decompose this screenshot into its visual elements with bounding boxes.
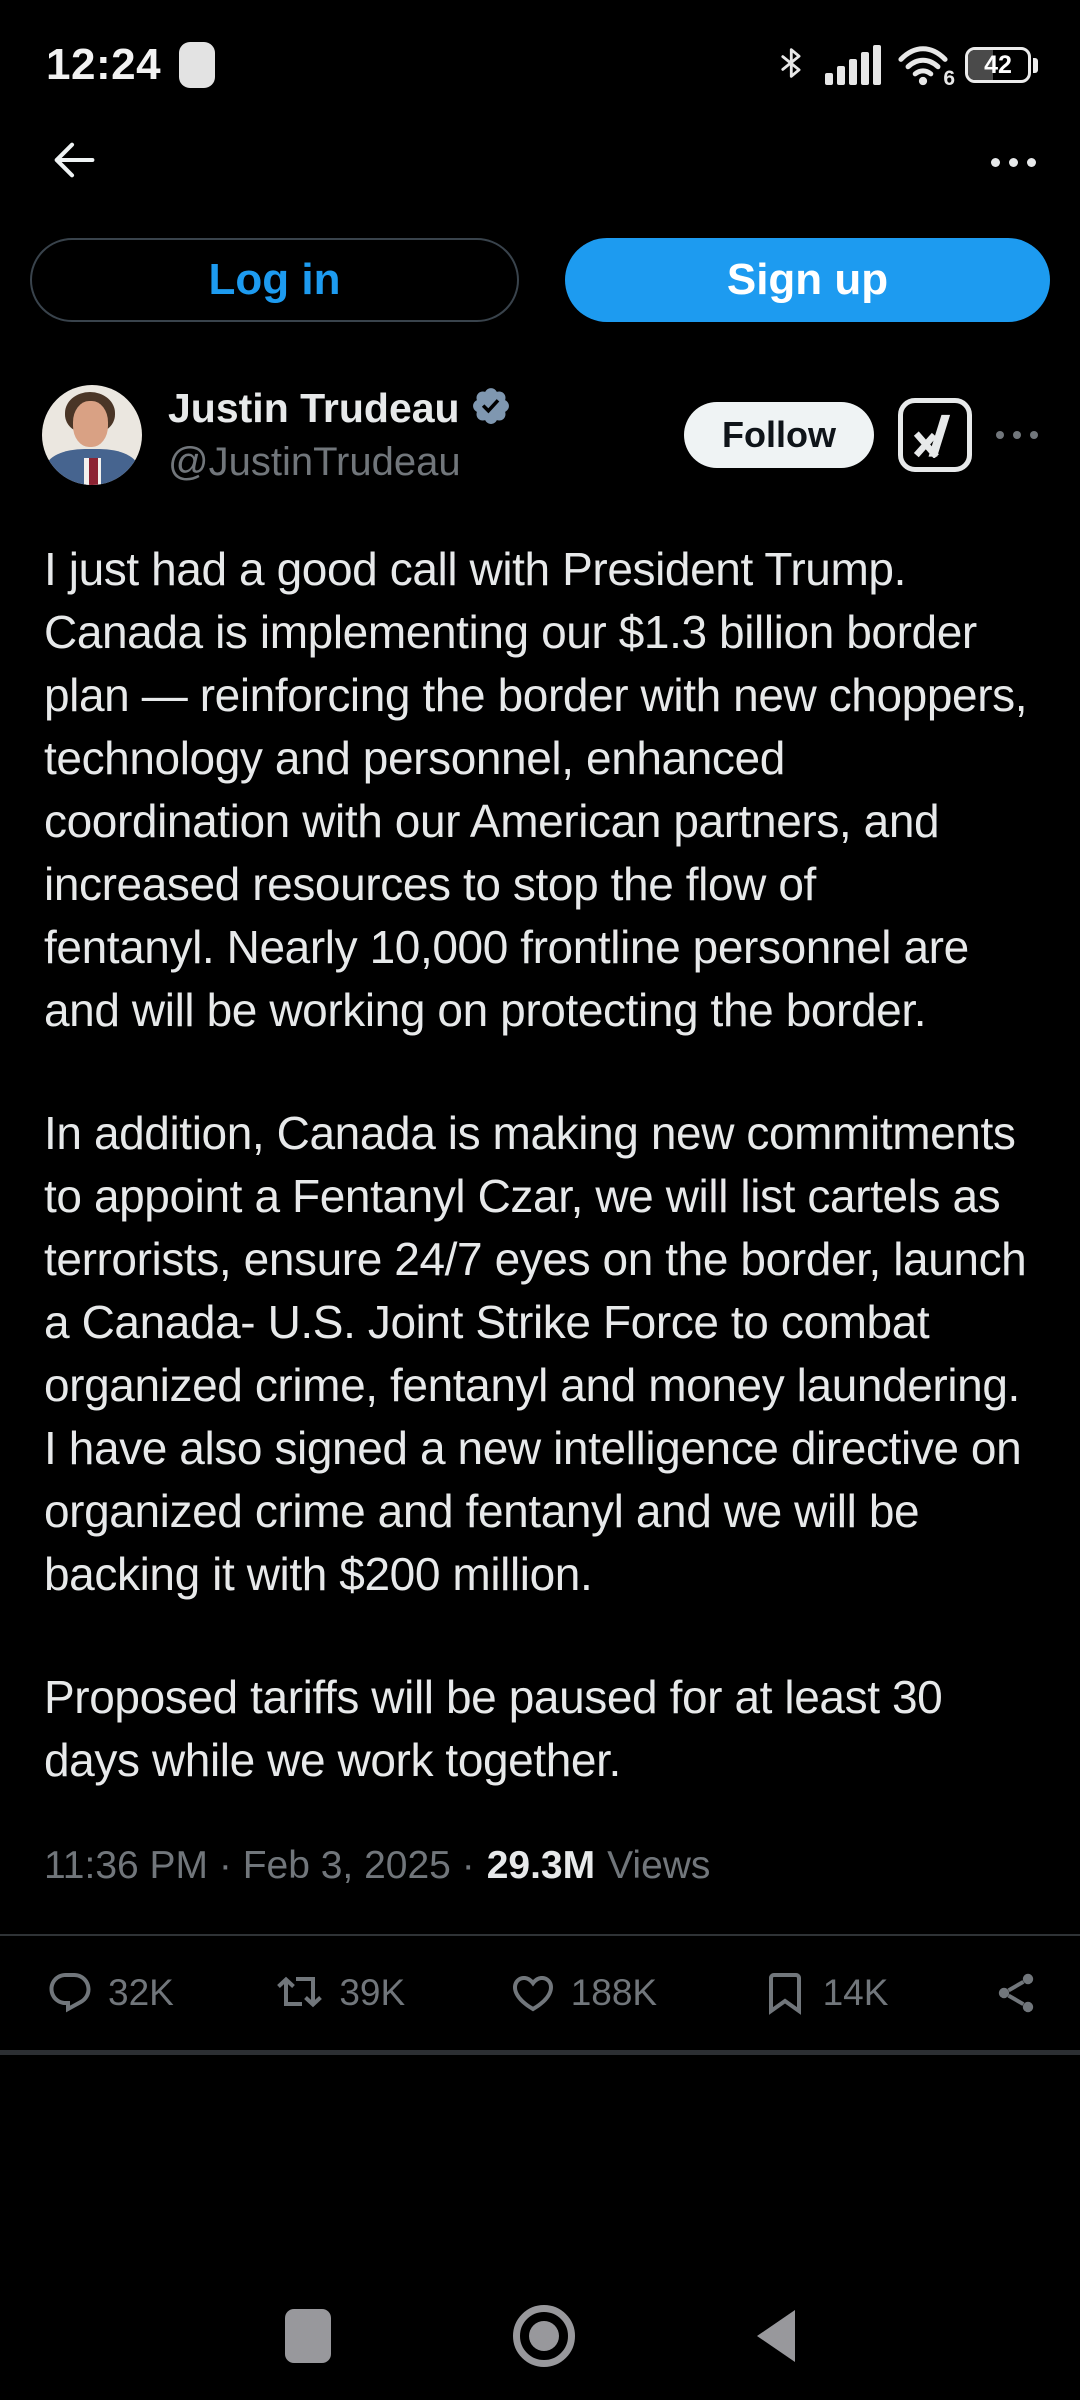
tweet-timestamp: 11:36 PM · Feb 3, 2025 ·: [44, 1844, 475, 1887]
like-button[interactable]: 188K: [509, 1969, 657, 2017]
auth-row: [0, 238, 1080, 322]
notification-pill-icon: [179, 42, 215, 88]
home-icon[interactable]: [513, 2305, 575, 2367]
divider: [0, 2050, 1080, 2055]
verified-badge-icon: [470, 385, 512, 432]
author-handle: @JustinTrudeau: [168, 440, 461, 484]
bluetooth-icon: [775, 41, 809, 90]
top-nav: [0, 134, 1080, 190]
tweet-author-row: [0, 384, 1080, 486]
tweet-paragraph: In addition, Canada is making new commitments to appoint a Fentanyl Czar, we will list cartels as terrorists, ensure 24/7 eyes on the border, launch a Canada- U.S. Joint Strike Force to combat organized crime, fentanyl and money laundering. I have also signed a new intelligence directive on organized crime and fentanyl and we will be backing it with $200 million.: [44, 1107, 1027, 1600]
battery-icon: 42: [965, 47, 1038, 83]
engagement-bar: [0, 1936, 1080, 2050]
tweet-paragraph: I just had a good call with President Trump. Canada is implementing our $1.3 billion border plan — reinforcing the border with new choppers, technology and personnel, enhanced coordination with our American partners, and increased resources to stop the flow of fentanyl. Nearly 10,000 frontline personnel are and will be working on protecting the border.: [44, 543, 1028, 1036]
share-button[interactable]: [992, 1969, 1040, 2017]
recents-icon[interactable]: [285, 2309, 331, 2363]
share-icon: [992, 1969, 1040, 2017]
tweet-meta: [0, 1844, 1080, 1888]
back-icon[interactable]: [757, 2310, 795, 2362]
tweet-overflow-icon[interactable]: [996, 431, 1038, 439]
views-label: Views: [607, 1844, 711, 1887]
overflow-menu-icon[interactable]: [991, 158, 1036, 167]
wifi-icon: 6: [897, 43, 949, 87]
android-nav-bar: [0, 2296, 1080, 2376]
login-button[interactable]: Log in: [30, 238, 519, 322]
heart-icon: [509, 1969, 557, 2017]
author-name[interactable]: Justin Trudeau: [168, 385, 460, 431]
back-arrow-icon[interactable]: [44, 132, 100, 193]
signal-strength-icon: [825, 45, 881, 85]
status-bar: [0, 0, 1080, 96]
signup-button[interactable]: Sign up: [565, 238, 1050, 322]
reply-button[interactable]: 32K: [46, 1969, 174, 2017]
repost-icon: [277, 1969, 325, 2017]
clock: 12:24: [46, 40, 162, 89]
tweet-text: [0, 538, 1080, 1792]
reply-icon: [46, 1969, 94, 2017]
repost-button[interactable]: 39K: [277, 1969, 405, 2017]
tweet-paragraph: Proposed tariffs will be paused for at least 30 days while we work together.: [44, 1671, 943, 1786]
follow-button[interactable]: Follow: [684, 402, 874, 468]
views-count: 29.3M: [486, 1844, 596, 1887]
bookmark-button[interactable]: 14K: [761, 1969, 889, 2017]
grok-xai-icon[interactable]: [898, 398, 972, 472]
bookmark-icon: [761, 1969, 809, 2017]
avatar[interactable]: [42, 385, 142, 485]
